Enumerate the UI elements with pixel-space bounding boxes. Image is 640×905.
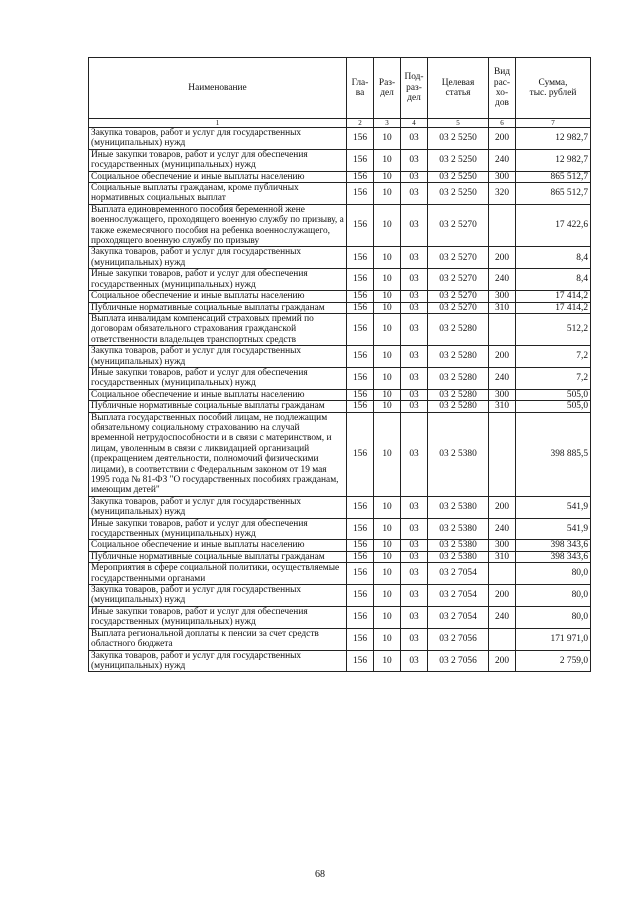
cell-name: Социальное обеспечение и иные выплаты населению [89,171,347,182]
cell-vid: 310 [489,401,516,412]
table-row [89,149,591,171]
cell-vid: 200 [489,496,516,518]
cell-sum: 398 343,6 [516,540,591,551]
cell-podrazdel: 03 [401,628,428,650]
cell-name: Иные закупки товаров, работ и услуг для обеспечения государственных (муниципальных) нужд [89,518,347,540]
cell-glava: 156 [347,149,374,171]
cell-name: Иные закупки товаров, работ и услуг для обеспечения государственных (муниципальных) нужд [89,606,347,628]
cell-vid: 240 [489,367,516,389]
cell-target: 03 2 7054 [428,563,489,585]
table-row [89,171,591,182]
cell-podrazdel: 03 [401,551,428,562]
column-number: 7 [516,119,591,128]
cell-vid: 200 [489,585,516,607]
cell-sum: 80,0 [516,606,591,628]
table-row [89,650,591,672]
table-body [89,128,591,672]
cell-razdel: 10 [374,171,401,182]
cell-vid: 300 [489,389,516,400]
cell-podrazdel: 03 [401,291,428,302]
cell-razdel: 10 [374,650,401,672]
cell-podrazdel: 03 [401,204,428,247]
cell-name: Закупка товаров, работ и услуг для государственных (муниципальных) нужд [89,247,347,269]
cell-name: Закупка товаров, работ и услуг для государственных (муниципальных) нужд [89,128,347,150]
cell-target: 03 2 5250 [428,128,489,150]
cell-name: Выплата инвалидам компенсаций страховых премий по договорам обязательного страхования гражданской ответственности владельцев транспортных средств [89,313,347,345]
cell-sum: 2 759,0 [516,650,591,672]
page-number: 68 [315,869,325,880]
cell-name: Выплата региональной доплаты к пенсии за счет средств областного бюджета [89,628,347,650]
cell-podrazdel: 03 [401,128,428,150]
cell-target: 03 2 5380 [428,496,489,518]
cell-name: Иные закупки товаров, работ и услуг для обеспечения государственных (муниципальных) нужд [89,149,347,171]
table-row [89,247,591,269]
cell-name: Иные закупки товаров, работ и услуг для обеспечения государственных (муниципальных) нужд [89,367,347,389]
cell-sum: 541,9 [516,496,591,518]
cell-podrazdel: 03 [401,518,428,540]
cell-podrazdel: 03 [401,149,428,171]
cell-vid: 200 [489,247,516,269]
table-row [89,496,591,518]
cell-name: Публичные нормативные социальные выплаты гражданам [89,302,347,313]
table-row [89,551,591,562]
cell-podrazdel: 03 [401,171,428,182]
cell-glava: 156 [347,128,374,150]
cell-sum: 398 885,5 [516,412,591,496]
cell-name: Иные закупки товаров, работ и услуг для обеспечения государственных (муниципальных) нужд [89,269,347,291]
cell-razdel: 10 [374,628,401,650]
cell-razdel: 10 [374,585,401,607]
cell-target: 03 2 5280 [428,401,489,412]
column-number-row [89,119,591,128]
table-row [89,606,591,628]
cell-sum: 17 414,2 [516,302,591,313]
cell-target: 03 2 5280 [428,367,489,389]
cell-sum: 541,9 [516,518,591,540]
header-sum: Сумма, тыс. рублей [516,58,591,119]
cell-target: 03 2 5280 [428,346,489,368]
cell-target: 03 2 5380 [428,551,489,562]
column-number: 5 [428,119,489,128]
header-row [89,58,591,119]
column-number: 3 [374,119,401,128]
table-row [89,204,591,247]
cell-glava: 156 [347,247,374,269]
cell-podrazdel: 03 [401,367,428,389]
cell-podrazdel: 03 [401,183,428,205]
column-number: 6 [489,119,516,128]
cell-vid: 240 [489,269,516,291]
header-podrazdel: Под- раз- дел [401,58,428,119]
cell-vid: 200 [489,128,516,150]
table-row [89,628,591,650]
table-row [89,389,591,400]
cell-glava: 156 [347,412,374,496]
cell-sum: 7,2 [516,346,591,368]
cell-name: Социальное обеспечение и иные выплаты населению [89,389,347,400]
cell-target: 03 2 7054 [428,606,489,628]
cell-vid: 200 [489,346,516,368]
cell-podrazdel: 03 [401,563,428,585]
cell-name: Закупка товаров, работ и услуг для государственных (муниципальных) нужд [89,585,347,607]
cell-glava: 156 [347,628,374,650]
cell-target: 03 2 5380 [428,540,489,551]
cell-razdel: 10 [374,346,401,368]
cell-podrazdel: 03 [401,585,428,607]
cell-target: 03 2 7054 [428,585,489,607]
cell-razdel: 10 [374,204,401,247]
cell-razdel: 10 [374,302,401,313]
table-row [89,563,591,585]
cell-glava: 156 [347,606,374,628]
cell-sum: 80,0 [516,563,591,585]
cell-sum: 512,2 [516,313,591,345]
header-razdel: Раз- дел [374,58,401,119]
cell-vid: 240 [489,149,516,171]
cell-target: 03 2 5380 [428,412,489,496]
cell-podrazdel: 03 [401,269,428,291]
cell-razdel: 10 [374,313,401,345]
cell-name: Публичные нормативные социальные выплаты гражданам [89,401,347,412]
cell-sum: 80,0 [516,585,591,607]
table-row [89,313,591,345]
cell-glava: 156 [347,346,374,368]
cell-glava: 156 [347,171,374,182]
cell-sum: 505,0 [516,401,591,412]
cell-vid: 320 [489,183,516,205]
cell-glava: 156 [347,563,374,585]
cell-glava: 156 [347,496,374,518]
cell-razdel: 10 [374,518,401,540]
cell-glava: 156 [347,585,374,607]
cell-razdel: 10 [374,496,401,518]
table-row [89,585,591,607]
cell-razdel: 10 [374,269,401,291]
cell-name: Выплата единовременного пособия беременной жене военнослужащего, проходящего военную службу по призыву, а также ежемесячного пособия на ребенка военнослужащего, проходящего военную службу по призыву [89,204,347,247]
cell-glava: 156 [347,204,374,247]
table-row [89,346,591,368]
cell-name: Мероприятия в сфере социальной политики, осуществляемые государственными органами [89,563,347,585]
cell-target: 03 2 5280 [428,313,489,345]
table-row [89,269,591,291]
cell-razdel: 10 [374,389,401,400]
cell-target: 03 2 5270 [428,269,489,291]
column-number: 2 [347,119,374,128]
header-name: Наименование [89,58,347,119]
cell-vid: 300 [489,171,516,182]
cell-target: 03 2 5270 [428,302,489,313]
cell-razdel: 10 [374,606,401,628]
cell-sum: 17 422,6 [516,204,591,247]
header-target: Целевая статья [428,58,489,119]
cell-razdel: 10 [374,149,401,171]
cell-podrazdel: 03 [401,650,428,672]
cell-sum: 865 512,7 [516,171,591,182]
cell-name: Закупка товаров, работ и услуг для государственных (муниципальных) нужд [89,650,347,672]
cell-glava: 156 [347,551,374,562]
cell-vid [489,628,516,650]
cell-target: 03 2 5250 [428,171,489,182]
cell-sum: 865 512,7 [516,183,591,205]
cell-vid: 310 [489,551,516,562]
cell-target: 03 2 7056 [428,650,489,672]
cell-razdel: 10 [374,247,401,269]
cell-vid: 310 [489,302,516,313]
cell-target: 03 2 5250 [428,183,489,205]
cell-glava: 156 [347,650,374,672]
cell-razdel: 10 [374,563,401,585]
cell-razdel: 10 [374,412,401,496]
cell-razdel: 10 [374,540,401,551]
cell-target: 03 2 5270 [428,204,489,247]
table-row [89,518,591,540]
cell-podrazdel: 03 [401,496,428,518]
cell-name: Выплата государственных пособий лицам, не подлежащим обязательному социальному страхованию на случай временной нетрудоспособности и в связи с материнством, и лицам, уволенным в связи с ликвидацией организаций (прекращением деятельности, полномочий физическими лицами), в соответствии с Федеральным законом от 19 мая 1995 года № 81-ФЗ "О государственных пособиях гражданам, имеющим детей" [89,412,347,496]
cell-podrazdel: 03 [401,401,428,412]
cell-target: 03 2 5250 [428,149,489,171]
cell-glava: 156 [347,291,374,302]
cell-glava: 156 [347,389,374,400]
cell-glava: 156 [347,183,374,205]
cell-target: 03 2 5280 [428,389,489,400]
cell-vid: 240 [489,606,516,628]
cell-razdel: 10 [374,551,401,562]
cell-glava: 156 [347,313,374,345]
cell-glava: 156 [347,302,374,313]
cell-sum: 398 343,6 [516,551,591,562]
cell-name: Социальные выплаты гражданам, кроме публичных нормативных социальных выплат [89,183,347,205]
table-row [89,367,591,389]
cell-razdel: 10 [374,401,401,412]
cell-target: 03 2 5270 [428,291,489,302]
table-row [89,302,591,313]
cell-razdel: 10 [374,367,401,389]
cell-name: Публичные нормативные социальные выплаты гражданам [89,551,347,562]
cell-podrazdel: 03 [401,606,428,628]
cell-podrazdel: 03 [401,389,428,400]
budget-table [88,57,591,672]
table-row [89,401,591,412]
cell-name: Закупка товаров, работ и услуг для государственных (муниципальных) нужд [89,346,347,368]
cell-podrazdel: 03 [401,302,428,313]
cell-vid: 300 [489,291,516,302]
cell-vid: 300 [489,540,516,551]
cell-name: Закупка товаров, работ и услуг для государственных (муниципальных) нужд [89,496,347,518]
cell-sum: 8,4 [516,247,591,269]
cell-podrazdel: 03 [401,247,428,269]
budget-sheet [88,57,590,672]
cell-podrazdel: 03 [401,540,428,551]
cell-sum: 17 414,2 [516,291,591,302]
cell-target: 03 2 7056 [428,628,489,650]
cell-sum: 12 982,7 [516,149,591,171]
cell-razdel: 10 [374,183,401,205]
cell-vid: 200 [489,650,516,672]
cell-vid: 240 [489,518,516,540]
cell-glava: 156 [347,367,374,389]
table-row [89,540,591,551]
cell-sum: 8,4 [516,269,591,291]
cell-vid [489,563,516,585]
column-number: 1 [89,119,347,128]
header-glava: Гла- ва [347,58,374,119]
cell-razdel: 10 [374,128,401,150]
cell-target: 03 2 5380 [428,518,489,540]
cell-glava: 156 [347,518,374,540]
cell-sum: 7,2 [516,367,591,389]
cell-name: Социальное обеспечение и иные выплаты населению [89,540,347,551]
cell-vid [489,412,516,496]
cell-podrazdel: 03 [401,412,428,496]
column-number: 4 [401,119,428,128]
cell-vid [489,204,516,247]
cell-sum: 12 982,7 [516,128,591,150]
cell-glava: 156 [347,540,374,551]
table-row [89,291,591,302]
header-vid: Вид рас- хо- дов [489,58,516,119]
cell-name: Социальное обеспечение и иные выплаты населению [89,291,347,302]
table-row [89,183,591,205]
cell-glava: 156 [347,269,374,291]
cell-vid [489,313,516,345]
cell-sum: 505,0 [516,389,591,400]
table-row [89,412,591,496]
cell-podrazdel: 03 [401,346,428,368]
table-row [89,128,591,150]
cell-razdel: 10 [374,291,401,302]
cell-sum: 171 971,0 [516,628,591,650]
cell-glava: 156 [347,401,374,412]
cell-target: 03 2 5270 [428,247,489,269]
cell-podrazdel: 03 [401,313,428,345]
